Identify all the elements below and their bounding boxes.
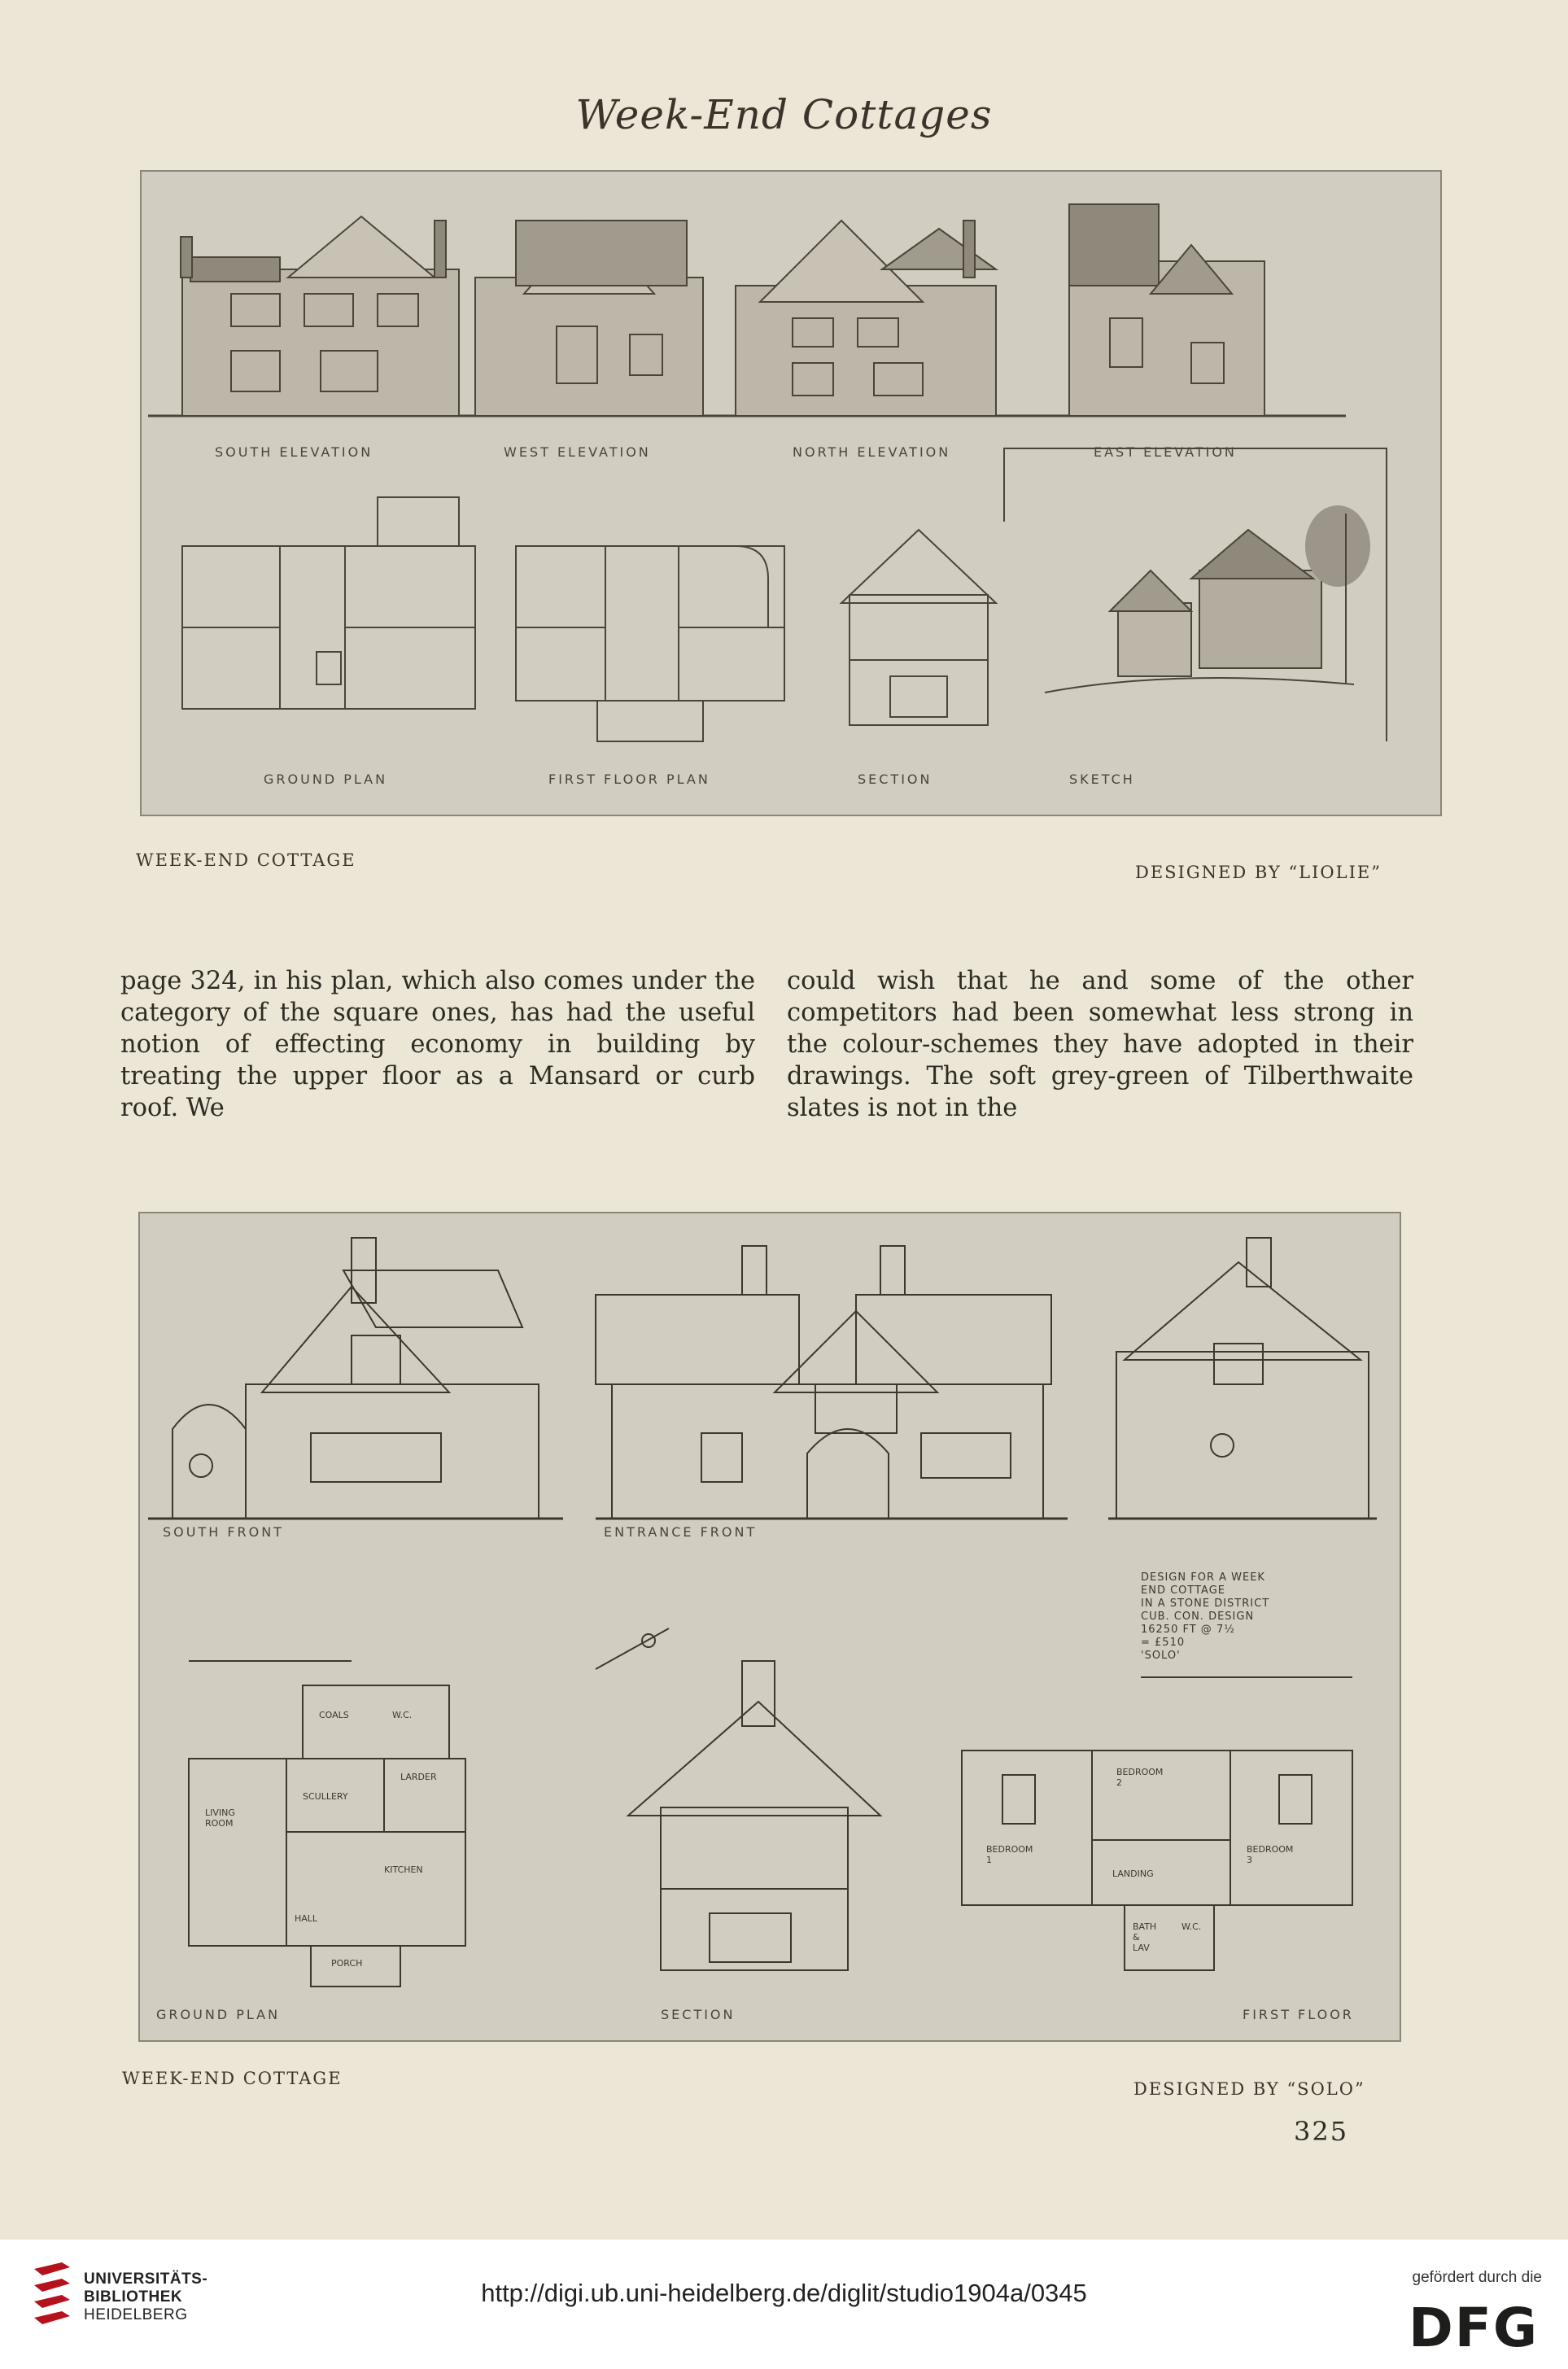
section-drawing-bottom <box>628 1661 880 1970</box>
footer <box>0 2240 1568 2369</box>
room-label: BEDROOM 1 <box>986 1844 1033 1865</box>
label-entrance-front: ENTRANCE FRONT <box>604 1524 758 1540</box>
label-section-bottom: SECTION <box>661 2007 736 2022</box>
room-label: SCULLERY <box>303 1791 348 1802</box>
west-elevation-drawing <box>475 221 703 416</box>
running-head: Week-End Cottages <box>575 91 993 138</box>
sketch-drawing <box>1004 448 1387 741</box>
label-south-elevation: SOUTH ELEVATION <box>215 444 373 460</box>
title-block-line: 16250 FT @ 7½ <box>1141 1624 1235 1636</box>
title-block-line: = £510 <box>1141 1637 1186 1649</box>
title-block-line: DESIGN FOR A WEEK <box>1141 1571 1265 1584</box>
east-elevation-drawing <box>1069 204 1264 416</box>
room-label: W.C. <box>1181 1921 1202 1932</box>
title-block-line: IN A STONE DISTRICT <box>1141 1598 1270 1610</box>
room-label: BATH & LAV <box>1133 1921 1157 1953</box>
room-label: BEDROOM 3 <box>1247 1844 1294 1865</box>
source-url-link[interactable]: http://digi.ub.uni-heidelberg.de/diglit/studio1904a/0345 <box>481 2279 1087 2307</box>
room-label: LANDING <box>1112 1869 1154 1879</box>
dfg-logo: DFG <box>1408 2297 1539 2359</box>
label-west-elevation: WEST ELEVATION <box>504 444 651 460</box>
ground-plan-drawing <box>182 497 475 709</box>
plate-top-drawings <box>142 172 1440 815</box>
side-elevation-drawing <box>1108 1238 1377 1519</box>
library-name-line: UNIVERSITÄTS- <box>84 2271 208 2288</box>
title-block-line: CUB. CON. DESIGN <box>1141 1611 1255 1623</box>
label-first-floor-plan: FIRST FLOOR PLAN <box>548 771 710 787</box>
label-sketch: SKETCH <box>1069 771 1135 787</box>
label-ground-plan: GROUND PLAN <box>264 771 388 787</box>
title-block-line: END COTTAGE <box>1141 1584 1225 1597</box>
label-first-floor: FIRST FLOOR <box>1243 2007 1354 2022</box>
first-floor-plan-drawing <box>516 546 784 741</box>
room-label: PORCH <box>331 1958 363 1969</box>
south-front-drawing <box>148 1238 563 1519</box>
room-label: LARDER <box>400 1772 437 1782</box>
entrance-front-drawing <box>596 1246 1068 1519</box>
body-right-column: could wish that he and some of the other competitors had been somewhat less strong in the colour-schemes they have adopted in their drawings. The soft grey-green of Tilberthwaite slates is not in the <box>787 967 1413 1122</box>
title-block <box>1141 1571 1269 1663</box>
page-number: 325 <box>1294 2116 1349 2147</box>
label-north-elevation: NORTH ELEVATION <box>793 444 951 460</box>
room-label: W.C. <box>392 1710 413 1720</box>
section-drawing <box>841 530 996 725</box>
caption-top-left: WEEK-END COTTAGE <box>136 850 356 870</box>
room-label: COALS <box>319 1710 349 1720</box>
caption-bottom-left: WEEK-END COTTAGE <box>122 2069 343 2088</box>
plate-top <box>140 170 1442 816</box>
label-south-front: SOUTH FRONT <box>163 1524 285 1540</box>
south-elevation-drawing <box>181 216 459 416</box>
caption-bottom-right: DESIGNED BY “SOLO” <box>1133 2079 1365 2099</box>
body-left-column: page 324, in his plan, which also comes under the category of the square ones, has had the useful notion of effecting economy in building by treating the upper floor as a Mansard or curb roof. We <box>120 967 755 1122</box>
north-elevation-drawing <box>736 221 996 416</box>
label-east-elevation: EAST ELEVATION <box>1094 444 1237 460</box>
plate-bottom <box>138 1212 1401 2042</box>
label-ground-plan-bottom: GROUND PLAN <box>156 2007 281 2022</box>
library-name-line: HEIDELBERG <box>84 2306 188 2323</box>
room-label: BEDROOM 2 <box>1116 1767 1164 1788</box>
room-label: KITCHEN <box>384 1864 423 1875</box>
compass-drawing <box>596 1628 669 1669</box>
room-label: HALL <box>295 1913 318 1924</box>
title-block-line: 'SOLO' <box>1141 1650 1181 1662</box>
funder-text: gefördert durch die <box>1412 2269 1542 2286</box>
library-name-line: BIBLIOTHEK <box>84 2288 183 2306</box>
label-section: SECTION <box>858 771 933 787</box>
room-label: LIVING ROOM <box>205 1807 235 1829</box>
caption-top-right: DESIGNED BY “LIOLIE” <box>1135 863 1382 882</box>
